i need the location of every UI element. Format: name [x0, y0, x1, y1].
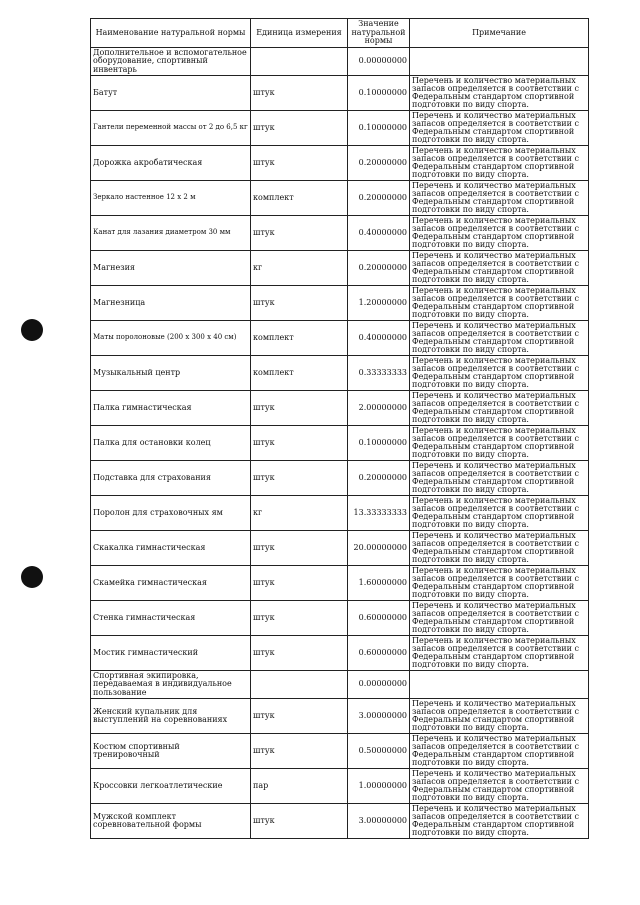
- cell-value: 1.00000000: [348, 769, 410, 804]
- cell-value: 0.20000000: [348, 146, 410, 181]
- cell-unit: штук: [251, 216, 348, 251]
- cell-note: Перечень и количество материальных запасов определяется в соответствии с Федеральным стандартом спортивной подготовки по виду спорта.: [410, 181, 589, 216]
- cell-name: Мужской комплект соревновательной формы: [91, 804, 251, 839]
- table-row: [91, 531, 589, 566]
- cell-note: [410, 671, 589, 699]
- cell-note: Перечень и количество материальных запасов определяется в соответствии с Федеральным стандартом спортивной подготовки по виду спорта.: [410, 699, 589, 734]
- cell-note: Перечень и количество материальных запасов определяется в соответствии с Федеральным стандартом спортивной подготовки по виду спорта.: [410, 601, 589, 636]
- cell-value: 13.33333333: [348, 496, 410, 531]
- cell-value: 0.40000000: [348, 216, 410, 251]
- cell-note: Перечень и количество материальных запасов определяется в соответствии с Федеральным стандартом спортивной подготовки по виду спорта.: [410, 636, 589, 671]
- cell-unit: штук: [251, 636, 348, 671]
- table-row: [91, 321, 589, 356]
- table-row: [91, 111, 589, 146]
- cell-unit: штук: [251, 111, 348, 146]
- cell-unit: [251, 48, 348, 76]
- table-section-row: [91, 671, 589, 699]
- cell-name: Магнезница: [91, 286, 251, 321]
- table-row: [91, 391, 589, 426]
- cell-unit: комплект: [251, 321, 348, 356]
- cell-value: 0.10000000: [348, 111, 410, 146]
- cell-name: Дорожка акробатическая: [91, 146, 251, 181]
- table-row: [91, 804, 589, 839]
- cell-name: Скакалка гимнастическая: [91, 531, 251, 566]
- cell-note: [410, 48, 589, 76]
- header-value: Значение натуральной нормы: [348, 19, 410, 48]
- cell-note: Перечень и количество материальных запасов определяется в соответствии с Федеральным стандартом спортивной подготовки по виду спорта.: [410, 111, 589, 146]
- cell-note: Перечень и количество материальных запасов определяется в соответствии с Федеральным стандартом спортивной подготовки по виду спорта.: [410, 286, 589, 321]
- cell-unit: пар: [251, 769, 348, 804]
- table-row: [91, 146, 589, 181]
- cell-note: Перечень и количество материальных запасов определяется в соответствии с Федеральным стандартом спортивной подготовки по виду спорта.: [410, 356, 589, 391]
- punch-hole-bottom: [21, 566, 43, 588]
- header-note: Примечание: [410, 19, 589, 48]
- table-row: [91, 699, 589, 734]
- cell-name: Женский купальник для выступлений на соревнованиях: [91, 699, 251, 734]
- table-row: [91, 76, 589, 111]
- cell-value: 0.10000000: [348, 76, 410, 111]
- cell-value: 0.20000000: [348, 461, 410, 496]
- table-row: [91, 286, 589, 321]
- cell-name: Палка гимнастическая: [91, 391, 251, 426]
- cell-value: 1.20000000: [348, 286, 410, 321]
- cell-note: Перечень и количество материальных запасов определяется в соответствии с Федеральным стандартом спортивной подготовки по виду спорта.: [410, 769, 589, 804]
- table-body: [91, 48, 589, 839]
- table-row: [91, 356, 589, 391]
- cell-unit: штук: [251, 391, 348, 426]
- table-row: [91, 636, 589, 671]
- cell-value: 0.40000000: [348, 321, 410, 356]
- table-row: [91, 181, 589, 216]
- cell-name: Скамейка гимнастическая: [91, 566, 251, 601]
- cell-value: 0.20000000: [348, 181, 410, 216]
- cell-name: Мостик гимнастический: [91, 636, 251, 671]
- cell-note: Перечень и количество материальных запасов определяется в соответствии с Федеральным стандартом спортивной подготовки по виду спорта.: [410, 496, 589, 531]
- cell-unit: штук: [251, 76, 348, 111]
- cell-value: 20.00000000: [348, 531, 410, 566]
- cell-unit: штук: [251, 461, 348, 496]
- cell-value: 0.20000000: [348, 251, 410, 286]
- punch-hole-top: [21, 319, 43, 341]
- cell-value: 0.33333333: [348, 356, 410, 391]
- cell-note: Перечень и количество материальных запасов определяется в соответствии с Федеральным стандартом спортивной подготовки по виду спорта.: [410, 531, 589, 566]
- header-name: Наименование натуральной нормы: [91, 19, 251, 48]
- cell-name: Гантели переменной массы от 2 до 6,5 кг: [91, 111, 251, 146]
- cell-value: 0.60000000: [348, 636, 410, 671]
- cell-name: Поролон для страховочных ям: [91, 496, 251, 531]
- table-row: [91, 426, 589, 461]
- cell-unit: штук: [251, 531, 348, 566]
- cell-unit: [251, 671, 348, 699]
- cell-note: Перечень и количество материальных запасов определяется в соответствии с Федеральным стандартом спортивной подготовки по виду спорта.: [410, 146, 589, 181]
- cell-name: Музыкальный центр: [91, 356, 251, 391]
- cell-note: Перечень и количество материальных запасов определяется в соответствии с Федеральным стандартом спортивной подготовки по виду спорта.: [410, 251, 589, 286]
- cell-name: Зеркало настенное 12 х 2 м: [91, 181, 251, 216]
- cell-unit: комплект: [251, 356, 348, 391]
- table-row: [91, 566, 589, 601]
- cell-unit: штук: [251, 601, 348, 636]
- table-row: [91, 496, 589, 531]
- cell-value: 1.60000000: [348, 566, 410, 601]
- cell-note: Перечень и количество материальных запасов определяется в соответствии с Федеральным стандартом спортивной подготовки по виду спорта.: [410, 566, 589, 601]
- cell-name: Дополнительное и вспомогательное оборудование, спортивный инвентарь: [91, 48, 251, 76]
- cell-unit: штук: [251, 146, 348, 181]
- cell-note: Перечень и количество материальных запасов определяется в соответствии с Федеральным стандартом спортивной подготовки по виду спорта.: [410, 391, 589, 426]
- cell-name: Кроссовки легкоатлетические: [91, 769, 251, 804]
- cell-value: 3.00000000: [348, 804, 410, 839]
- cell-note: Перечень и количество материальных запасов определяется в соответствии с Федеральным стандартом спортивной подготовки по виду спорта.: [410, 804, 589, 839]
- cell-note: Перечень и количество материальных запасов определяется в соответствии с Федеральным стандартом спортивной подготовки по виду спорта.: [410, 76, 589, 111]
- cell-note: Перечень и количество материальных запасов определяется в соответствии с Федеральным стандартом спортивной подготовки по виду спорта.: [410, 321, 589, 356]
- cell-note: Перечень и количество материальных запасов определяется в соответствии с Федеральным стандартом спортивной подготовки по виду спорта.: [410, 461, 589, 496]
- cell-name: Спортивная экипировка, передаваемая в индивидуальное пользование: [91, 671, 251, 699]
- table-row: [91, 734, 589, 769]
- natural-norms-table: [90, 18, 589, 839]
- cell-unit: штук: [251, 566, 348, 601]
- cell-unit: штук: [251, 734, 348, 769]
- cell-value: 3.00000000: [348, 699, 410, 734]
- table-section-row: [91, 48, 589, 76]
- cell-note: Перечень и количество материальных запасов определяется в соответствии с Федеральным стандартом спортивной подготовки по виду спорта.: [410, 426, 589, 461]
- cell-note: Перечень и количество материальных запасов определяется в соответствии с Федеральным стандартом спортивной подготовки по виду спорта.: [410, 216, 589, 251]
- cell-name: Палка для остановки колец: [91, 426, 251, 461]
- table-row: [91, 251, 589, 286]
- cell-unit: штук: [251, 286, 348, 321]
- cell-unit: штук: [251, 426, 348, 461]
- cell-unit: кг: [251, 251, 348, 286]
- cell-value: 2.00000000: [348, 391, 410, 426]
- cell-name: Магнезия: [91, 251, 251, 286]
- cell-value: 0.10000000: [348, 426, 410, 461]
- table-row: [91, 601, 589, 636]
- cell-note: Перечень и количество материальных запасов определяется в соответствии с Федеральным стандартом спортивной подготовки по виду спорта.: [410, 734, 589, 769]
- cell-value: 0.00000000: [348, 48, 410, 76]
- header-unit: Единица измерения: [251, 19, 348, 48]
- table-row: [91, 461, 589, 496]
- cell-unit: кг: [251, 496, 348, 531]
- cell-name: Батут: [91, 76, 251, 111]
- cell-name: Костюм спортивный тренировочный: [91, 734, 251, 769]
- table-header-row: [91, 19, 589, 48]
- cell-unit: штук: [251, 699, 348, 734]
- cell-name: Стенка гимнастическая: [91, 601, 251, 636]
- cell-unit: комплект: [251, 181, 348, 216]
- cell-value: 0.60000000: [348, 601, 410, 636]
- cell-value: 0.50000000: [348, 734, 410, 769]
- cell-name: Канат для лазания диаметром 30 мм: [91, 216, 251, 251]
- table-row: [91, 216, 589, 251]
- cell-value: 0.00000000: [348, 671, 410, 699]
- cell-name: Маты поролоновые (200 х 300 х 40 см): [91, 321, 251, 356]
- cell-unit: штук: [251, 804, 348, 839]
- cell-name: Подставка для страхования: [91, 461, 251, 496]
- table-row: [91, 769, 589, 804]
